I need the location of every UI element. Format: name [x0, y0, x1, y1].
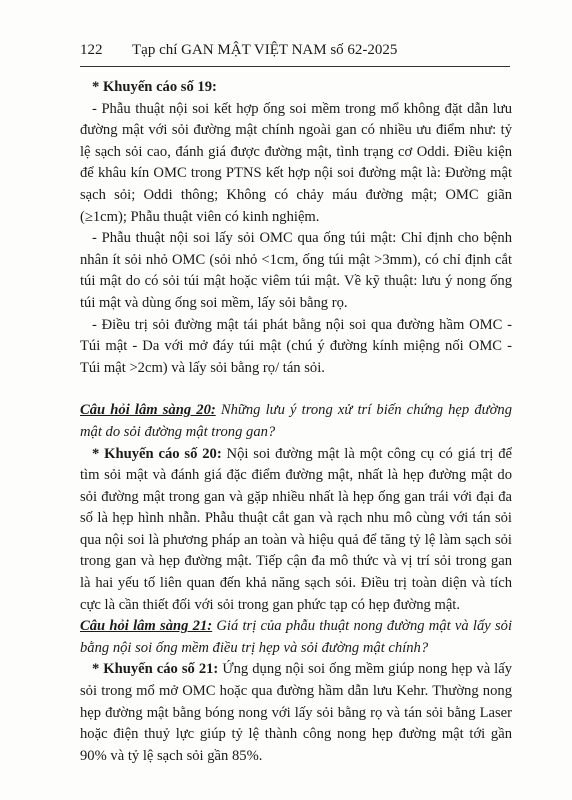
recommendation-21-label: * Khuyến cáo số 21: — [92, 661, 219, 678]
journal-title: Tạp chí GAN MẬT VIỆT NAM số 62-2025 — [132, 42, 398, 58]
clinical-question-21-text: Giá trị của phẫu thuật nong đường mật và lấy sỏi bằng nội soi ống mềm điều trị hẹp và sỏi đường mật chính? — [80, 618, 512, 656]
header-rule — [80, 66, 510, 67]
clinical-question-21 — [80, 616, 512, 659]
page-number: 122 — [80, 42, 103, 58]
clinical-question-21-label: Câu hỏi lâm sàng 21: — [80, 618, 213, 635]
recommendation-20-text: Nội soi đường mật là một công cụ có giá trị để tìm sỏi mật và đánh giá đặc điểm đường mật, nhất là hẹp đường mật do sỏi đường mật trong gan và gặp nhiều nhất là hẹp ống gan trái với đại đa số là hẹp hình nhẫn. Phẫu thuật cắt gan và rạch nhu mô cùng với tán sỏi qua nội soi là phương pháp an toàn và hiệu quả để tăng tỷ lệ làm sạch sỏi trong gan và hẹp đường mật. Tiếp cận đa mô thức và vị trí sỏi trong gan là hai yếu tố liên quan đến khả năng sạch sỏi. Điều trị toàn diện và tích cực là cần thiết đối với sỏi trong gan phức tạp có hẹp đường mật. — [80, 445, 512, 613]
running-header — [80, 40, 510, 60]
recommendation-20-label: * Khuyến cáo số 20: — [92, 445, 222, 462]
clinical-question-20-label: Câu hỏi lâm sàng 20: — [80, 402, 216, 419]
recommendation-19-heading — [80, 77, 512, 99]
section-spacer — [80, 379, 512, 400]
document-body — [80, 77, 512, 767]
recommendation-20 — [80, 444, 512, 617]
recommendation-19-paragraph-2: - Phẫu thuật nội soi lấy sỏi OMC qua ống túi mật: Chỉ định cho bệnh nhân ít sỏi nhỏ OMC (sỏi nhỏ <1cm, ống túi mật >3mm), có chỉ định cắt túi mật do có sỏi túi mật hoặc viêm túi mật. Về kỹ thuật: lưu ý nong ống túi mật và dùng ống soi mềm, lấy sỏi bằng rọ. — [80, 230, 512, 311]
recommendation-21-text: Ứng dụng nội soi ống mềm giúp nong hẹp và lấy sỏi trong mổ mở OMC hoặc qua đường hầm dẫn lưu Kehr. Thường nong hẹp đường mật bằng bóng nong với lấy sỏi bằng rọ và tán sỏi bằng Laser hoặc điện thuỷ lực giúp tỷ lệ thành công nong hẹp đường mật tới gần 90% và tỷ lệ sạch sỏi gần 85%. — [80, 661, 513, 764]
clinical-question-20 — [80, 400, 512, 443]
recommendation-19-label: * Khuyến cáo số 19: — [92, 79, 217, 95]
recommendation-19-paragraph-1: - Phẫu thuật nội soi kết hợp ống soi mềm trong mổ không đặt dẫn lưu đường mật với sỏi đường mật chính ngoài gan có nhiều ưu điểm như: tỷ lệ sạch sỏi cao, đánh giá được đường mật, tình trạng cơ Oddi. Điều kiện để khâu kín OMC trong PTNS kết hợp nội soi đường mật là: Đường mật sạch sỏi; Oddi thông; Không có chảy máu đường mật; OMC giãn (≥1cm); Phẫu thuật viên có kinh nghiệm. — [80, 100, 512, 225]
recommendation-19-paragraph-3: - Điều trị sỏi đường mật tái phát bằng nội soi qua đường hầm OMC - Túi mật - Da với mở đáy túi mật (chú ý đường kính miệng nối OMC - Túi mật >2cm) và lấy sỏi bằng rọ/ tán sỏi. — [80, 316, 512, 376]
clinical-question-20-text: Những lưu ý trong xử trí biến chứng hẹp đường mật do sỏi đường mật trong gan? — [80, 402, 512, 440]
recommendation-21 — [80, 659, 512, 767]
